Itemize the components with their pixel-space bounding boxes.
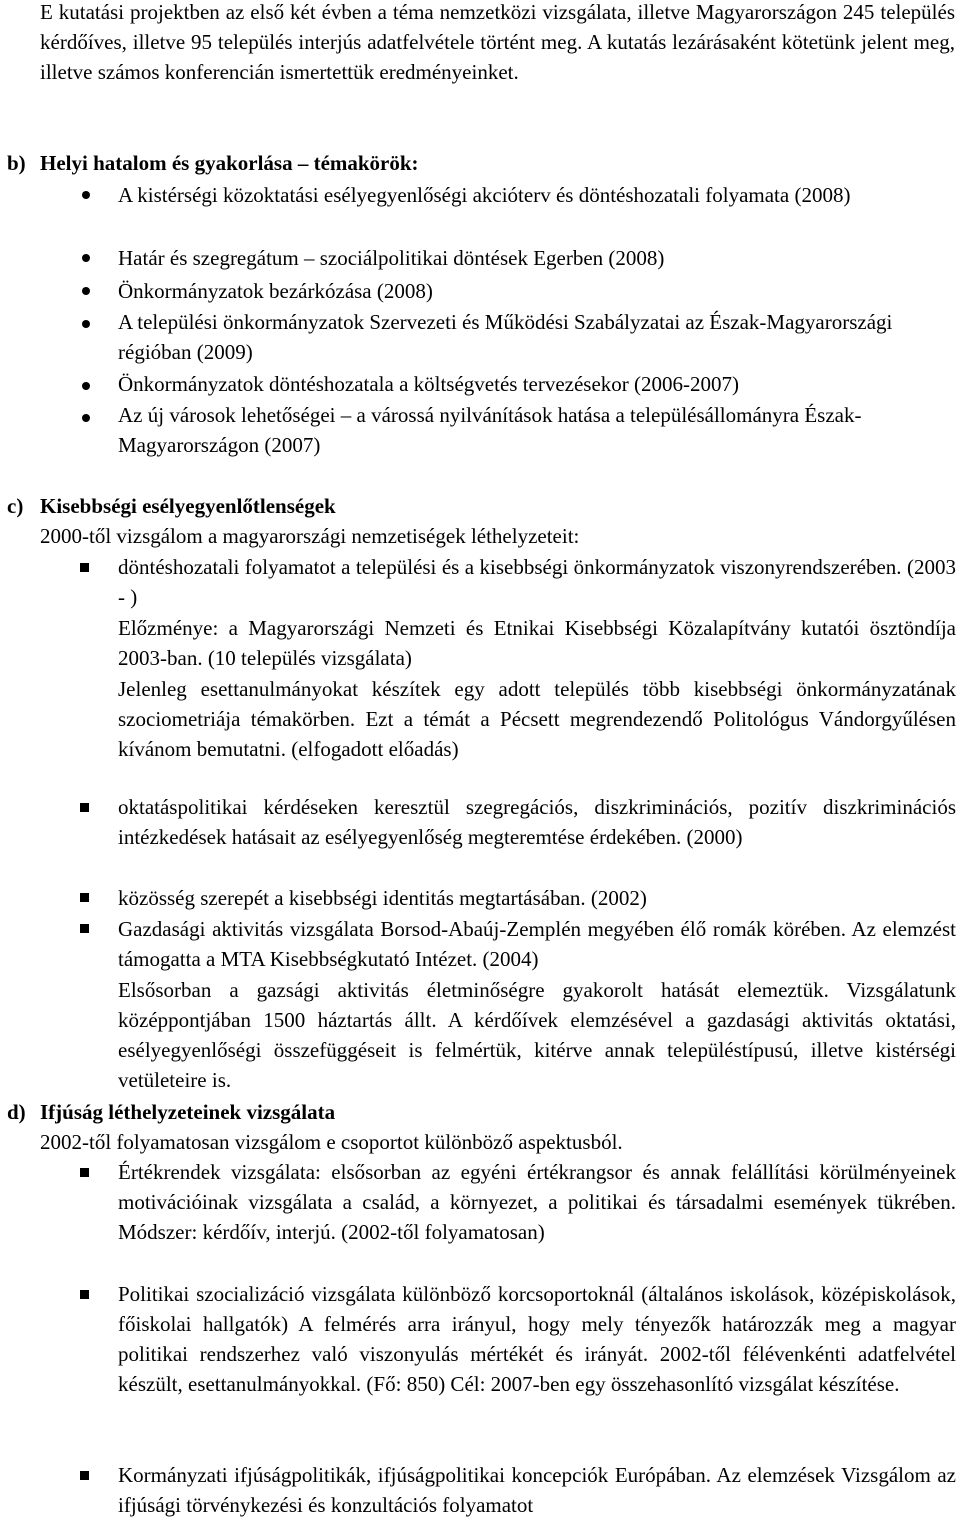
section-b-heading (7, 148, 419, 178)
section-c-label: c) (7, 494, 24, 518)
section-c-heading (7, 491, 336, 521)
section-b-title: Helyi hatalom és gyakorlása – témakörök: (40, 151, 419, 175)
section-c-title: Kisebbségi esélyegyenlőtlenségek (40, 494, 336, 518)
bullet-dot-icon (82, 320, 90, 328)
section-c-intro: 2000-től vizsgálom a magyarországi nemzetiségek léthelyzeteit: (40, 524, 580, 548)
section-c-item: oktatáspolitikai kérdéseken keresztül szegregációs, diszkriminációs, pozitív diszkriminációs intézkedések hatásait az esélyegyenlőség megteremtése érdekében. (2000) (118, 795, 956, 849)
section-c-item-subparagraph: Jelenleg esettanulmányokat készítek egy adott település több kisebbségi önkormányzatának szociometriája témakörben. Ezt a témát a Pécsett megrendezendő Politológus Vándorgyűlésen kívánom bemutatni. (elfogadott előadás) (118, 677, 956, 761)
section-b-label: b) (7, 151, 26, 175)
section-c-item: közösség szerepét a kisebbségi identitás megtartásában. (2002) (118, 886, 647, 910)
bullet-dot-icon (82, 254, 90, 262)
bullet-dot-icon (82, 382, 90, 390)
section-c-item-subparagraph: Elsősorban a gazsági aktivitás életminőségre gyakorolt hatását elemeztük. Vizsgálatunk középpontjában 1500 háztartás állt. A kérdőívek elemzésével a gazdasági aktivitás oktatási, esélyegyenlőségi összefüggéseit is felmértük, kitérve annak településtípusú, illetve kistérségi vetületeire is. (118, 978, 956, 1092)
section-c-item-subparagraph: Előzménye: a Magyarországi Nemzeti és Etnikai Kisebbségi Közalapítvány kutatói ösztöndíja 2003-ban. (10 település vizsgálata) (118, 616, 956, 670)
bullet-square-icon (80, 893, 89, 902)
section-c-item: döntéshozatali folyamatot a települési és a kisebbségi önkormányzatok viszonyrendszerében. (2003 - ) (118, 555, 956, 609)
section-b-item: A települési önkormányzatok Szervezeti és Működési Szabályzatai az Észak-Magyarországi régióban (2009) (118, 310, 893, 364)
section-d-item: Értékrendek vizsgálata: elsősorban az egyéni értékrangsor és annak felállítási körülményeinek motivációinak vizsgálata a család, a környezet, a politikai és társadalmi események tükrében. Módszer: kérdőív, interjú. (2002-től folyamatosan) (118, 1160, 956, 1244)
section-b-item: A kistérségi közoktatási esélyegyenlőségi akcióterv és döntéshozatali folyamata (2008) (118, 183, 851, 207)
section-d-label: d) (7, 1100, 26, 1124)
intro-paragraph: E kutatási projektben az első két évben a téma nemzetközi vizsgálata, illetve Magyarországon 245 település kérdőíves, illetve 95 település interjús adatfelvétele történt meg. A kutatás lezárásaként kötetünk jelent meg, illetve számos konferencián ismertettük eredményeinket. (40, 0, 955, 84)
bullet-square-icon (80, 1471, 89, 1480)
bullet-square-icon (80, 924, 89, 933)
bullet-square-icon (80, 563, 89, 572)
bullet-square-icon (80, 803, 89, 812)
bullet-square-icon (80, 1290, 89, 1299)
section-d-item: Politikai szocializáció vizsgálata különböző korcsoportoknál (általános iskolások, középiskolások, főiskolai hallgatók) A felmérés arra irányul, hogy mely tényezők határozzák meg a magyar politikai rendszerhez való viszonyulás mértékét és irányát. 2002-től félévenkénti adatfelvétel készült, esettanulmányokkal. (Fő: 850) Cél: 2007-ben egy összehasonlító vizsgálat készítése. (118, 1282, 956, 1396)
section-b-item: Az új városok lehetőségei – a várossá nyilvánítások hatása a településállományra Észak-Magyarországon (2007) (118, 403, 862, 457)
bullet-dot-icon (82, 287, 90, 295)
section-b-item: Önkormányzatok döntéshozatala a költségvetés tervezésekor (2006-2007) (118, 372, 740, 396)
section-d-intro: 2002-től folyamatosan vizsgálom e csoportot különböző aspektusból. (40, 1130, 623, 1154)
bullet-dot-icon (82, 191, 90, 199)
bullet-dot-icon (82, 414, 90, 422)
section-d-item: Kormányzati ifjúságpolitikák, ifjúságpolitikai koncepciók Európában. Az elemzések Vizsgálom az ifjúsági törvénykezési és konzultációs folyamatot (118, 1463, 956, 1517)
section-d-heading (7, 1097, 335, 1127)
section-b-item: Önkormányzatok bezárkózása (2008) (118, 279, 433, 303)
section-d-title: Ifjúság léthelyzeteinek vizsgálata (40, 1100, 336, 1124)
section-c-item: Gazdasági aktivitás vizsgálata Borsod-Abaúj-Zemplén megyében élő romák körében. Az elemzést támogatta a MTA Kisebbségkutató Intézet. (2004) (118, 917, 956, 971)
bullet-square-icon (80, 1168, 89, 1177)
section-b-item: Határ és szegregátum – szociálpolitikai döntések Egerben (2008) (118, 246, 665, 270)
